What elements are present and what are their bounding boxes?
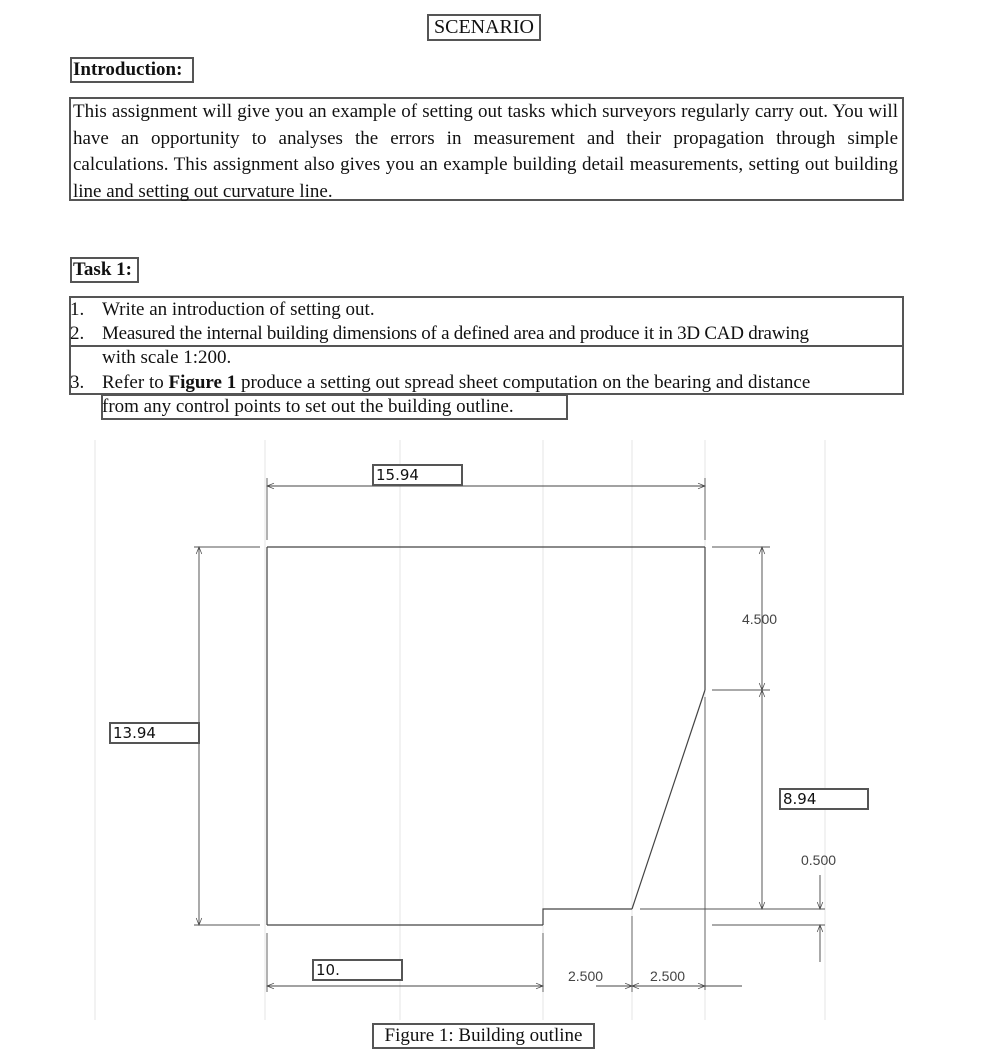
task-1-heading: Task 1:: [70, 257, 139, 283]
extension-lines: [194, 478, 825, 992]
building-outline: [267, 547, 705, 925]
introduction-paragraph: This assignment will give you an example of setting out tasks which surveyors regularly carry out. You will have an opportunity to analyses the errors in measurement and their propagation through simple calculations. This assignment also gives you an example building detail measurements, setting out building line and setting out curvature line.: [69, 97, 904, 201]
page-title: SCENARIO: [427, 14, 541, 41]
dim-label-bottom-mid: 2.500: [568, 968, 604, 984]
dim-label-right-lower: 8.94: [779, 788, 869, 810]
list-item-text: [102, 371, 810, 395]
list-item-text: Write an introduction of setting out.: [102, 299, 375, 320]
dim-label-right-upper: 4.500: [742, 611, 778, 627]
faint-gridlines: [95, 440, 825, 1020]
dim-label-top-width: 15.94: [372, 464, 463, 486]
text-run: Refer to: [102, 372, 169, 393]
dim-label-bottom-left: 10.: [312, 959, 403, 981]
list-item-number: 1.: [70, 299, 85, 320]
list-item-number: 3.: [70, 372, 85, 393]
dim-label-bottom-right: 2.500: [650, 968, 686, 984]
dim-label-step: 0.500: [801, 852, 837, 868]
text-run: produce a setting out spread sheet computation on the bearing and distance: [236, 372, 811, 393]
figure-caption: Figure 1: Building outline: [372, 1023, 595, 1049]
dim-label-left-height: 13.94: [109, 722, 200, 744]
wall-diagonal: [632, 690, 705, 909]
list-item-text: Measured the internal building dimensions of a defined area and produce it in 3D CAD drawing: [102, 323, 809, 344]
list-item-number: 2.: [70, 323, 85, 344]
figure-reference: Figure 1: [168, 372, 237, 393]
list-item-text: with scale 1:200.: [102, 347, 232, 368]
list-item-text: from any control points to set out the building outline.: [102, 396, 514, 417]
dimension-lines: [199, 486, 820, 986]
wall-step: [543, 909, 632, 925]
introduction-heading: Introduction:: [70, 57, 194, 83]
